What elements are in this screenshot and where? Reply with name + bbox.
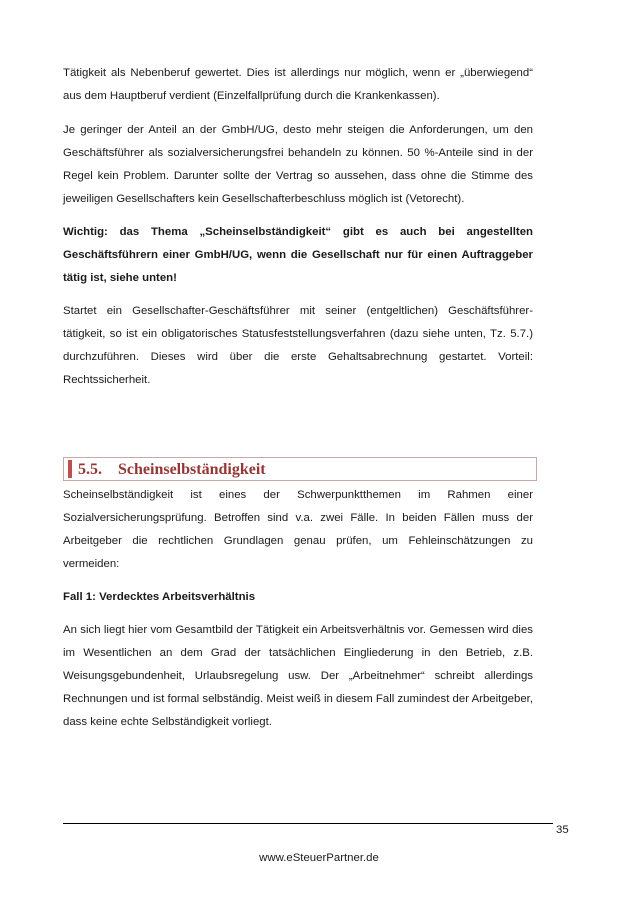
- paragraph-case-1: An sich liegt hier vom Gesamtbild der Tätigkeit ein Arbeitsverhältnis vor. Gemessen wird dies im Wesentlichen an dem Grad der tatsächlichen Eingliederung in den Betrieb, z.B. Weisungsgebundenheit, Urlaubsregelung usw. Der „Arbeitnehmer“ schreibt allerdings Rechnungen und ist formal selbständig. Meist weiß in diesem Fall zumindest der Arbeitgeber, dass keine echte Selbständigkeit vorliegt.: [63, 624, 533, 728]
- heading-accent-bar: [68, 460, 72, 478]
- page-number: 35: [556, 824, 569, 836]
- paragraph-wichtig: Wichtig: das Thema „Scheinselbständigkeit“ gibt es auch bei angestellten Geschäftsführern einer GmbH/UG, wenn die Gesellschaft nur für einen Auftraggeber tätig ist, siehe unten!: [63, 226, 533, 284]
- section-number: 5.5.: [78, 461, 102, 478]
- section-title-text: Scheinselbständigkeit: [118, 461, 266, 478]
- footer-url[interactable]: www.eSteuerPartner.de: [259, 852, 379, 864]
- footer-divider: [63, 823, 553, 824]
- case-1-heading: Fall 1: Verdecktes Arbeitsverhältnis: [63, 591, 256, 603]
- paragraph-statusfeststellung: Startet ein Gesellschafter-Geschäftsführer mit seiner (entgeltlichen) Geschäftsführer-tätigkeit, so ist ein obligatorisches Statusfeststellungsverfahren (dazu siehe unten, Tz. 5.7.) durchzuführen. Dieses wird über die erste Gehaltsabrechnung gestartet. Vorteil: Rechtssicherheit.: [63, 305, 533, 386]
- paragraph-anteil: Je geringer der Anteil an der GmbH/UG, desto mehr steigen die Anforderungen, um den Geschäftsführer als sozialversicherungsfrei behandeln zu können. 50 %-Anteile sind in der Regel kein Problem. Darunter sollte der Vertrag so aussehen, dass ohne die Stimme des jeweiligen Gesellschafters kein Gesellschafterbeschluss möglich ist (Vetorecht).: [63, 124, 533, 205]
- paragraph-section-intro: Scheinselbständigkeit ist eines der Schwerpunktthemen im Rahmen einer Sozialversicherungsprüfung. Betroffen sind v.a. zwei Fälle. In beiden Fällen muss der Arbeitgeber die rechtlichen Grundlagen genau prüfen, um Fehleinschätzungen zu vermeiden:: [63, 489, 533, 570]
- section-heading: [63, 457, 537, 481]
- body-text: [63, 62, 533, 392]
- section-title: [78, 459, 266, 481]
- section-body: [63, 484, 533, 744]
- paragraph-nebenberuf: Tätigkeit als Nebenberuf gewertet. Dies ist allerdings nur möglich, wenn er „überwiegend“ aus dem Hauptberuf verdient (Einzelfallprüfung durch die Krankenkassen).: [63, 67, 533, 102]
